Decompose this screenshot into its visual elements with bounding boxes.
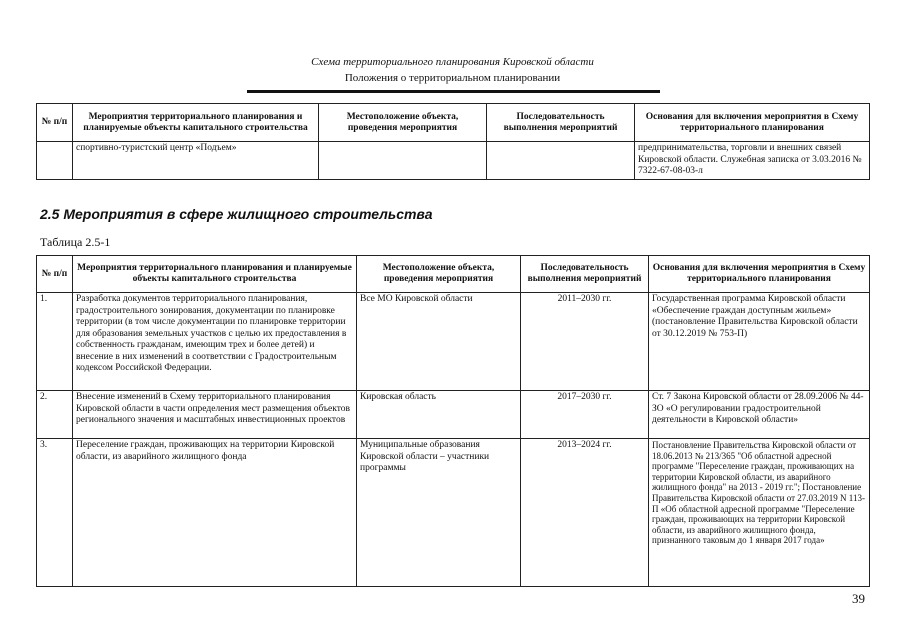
table-header-row <box>37 104 870 142</box>
cell-measure: Переселение граждан, проживающих на территории Кировской области, из аварийного жилищного фонда <box>73 439 357 587</box>
table-row <box>37 439 870 587</box>
cell-sequence: 2013–2024 гг. <box>521 439 649 587</box>
col-header-sequence: Последовательность выполнения мероприятий <box>521 256 649 293</box>
table-caption: Таблица 2.5-1 <box>40 235 111 249</box>
cell-basis: Ст. 7 Закона Кировской области от 28.09.2006 № 44-ЗО «О регулировании градостроительной деятельности в Кировской области» <box>649 391 870 439</box>
col-header-measure: Мероприятия территориального планирования и планируемые объекты капитального строительства <box>73 104 319 142</box>
col-header-measure: Мероприятия территориального планирования и планируемые объекты капитального строительства <box>73 256 357 293</box>
col-header-location: Местоположение объекта, проведения мероприятия <box>319 104 487 142</box>
continued-table <box>36 103 870 180</box>
document-header-title: Схема территориального планирования Кировской области <box>311 56 594 68</box>
table-row <box>37 293 870 391</box>
cell-basis: Постановление Правительства Кировской области от 18.06.2013 № 213/365 "Об областной адресной программе "Переселение граждан, проживающих на территории Кировской области, из аварийного жилищного фонда" на 2013 - 2019 гг."; Постановление Правительства Кировской области от 27.03.2019 N 113-П «Об областной адресной программе "Переселение граждан, проживающих на территории Кировской области, из аварийного жилищного фонда, признанного таковым до 1 января 2017 года» <box>649 439 870 587</box>
cell-sequence: 2011–2030 гг. <box>521 293 649 391</box>
col-header-num: № п/п <box>37 104 73 142</box>
col-header-basis: Основания для включения мероприятия в Схему территориального планирования <box>649 256 870 293</box>
col-header-num: № п/п <box>37 256 73 293</box>
header-divider <box>247 90 660 93</box>
col-header-sequence: Последовательность выполнения мероприятий <box>487 104 635 142</box>
table-row <box>37 142 870 180</box>
cell-sequence: 2017–2030 гг. <box>521 391 649 439</box>
cell-num <box>37 142 73 180</box>
table-row <box>37 391 870 439</box>
section-heading: 2.5 Мероприятия в сфере жилищного строительства <box>40 206 433 222</box>
page-number: 39 <box>852 591 865 606</box>
cell-location: Кировская область <box>357 391 521 439</box>
document-header-subtitle: Положения о территориальном планировании <box>344 72 561 84</box>
cell-measure: Внесение изменений в Схему территориального планирования Кировской области в части определения мест размещения объектов регионального значения и масштабных инвестиционных проектов <box>73 391 357 439</box>
table-header-row <box>37 256 870 293</box>
cell-location <box>319 142 487 180</box>
col-header-basis: Основания для включения мероприятия в Схему территориального планирования <box>635 104 870 142</box>
cell-num: 3. <box>37 439 73 587</box>
cell-measure: Разработка документов территориального планирования, градостроительного зонирования, документации по планировке территории (в том числе документации по планировке территории для образования земельных участков с целью их предоставления в собственность гражданам, имеющим трех и более детей) и внесение в них изменений в соответствии с Градостроительным кодексом Российской Федерации. <box>73 293 357 391</box>
cell-num: 2. <box>37 391 73 439</box>
housing-measures-table <box>36 255 870 587</box>
cell-sequence <box>487 142 635 180</box>
cell-location: Все МО Кировской области <box>357 293 521 391</box>
cell-measure: спортивно-туристский центр «Подъем» <box>73 142 319 180</box>
cell-num: 1. <box>37 293 73 391</box>
cell-basis: Государственная программа Кировской области «Обеспечение граждан доступным жильем» (постановление Правительства Кировской области от 30.12.2019 № 753-П) <box>649 293 870 391</box>
cell-location: Муниципальные образования Кировской области – участники программы <box>357 439 521 587</box>
col-header-location: Местоположение объекта, проведения мероприятия <box>357 256 521 293</box>
cell-basis: предпринимательства, торговли и внешних связей Кировской области. Служебная записка от 3.03.2016 № 7322-67-08-03-л <box>635 142 870 180</box>
